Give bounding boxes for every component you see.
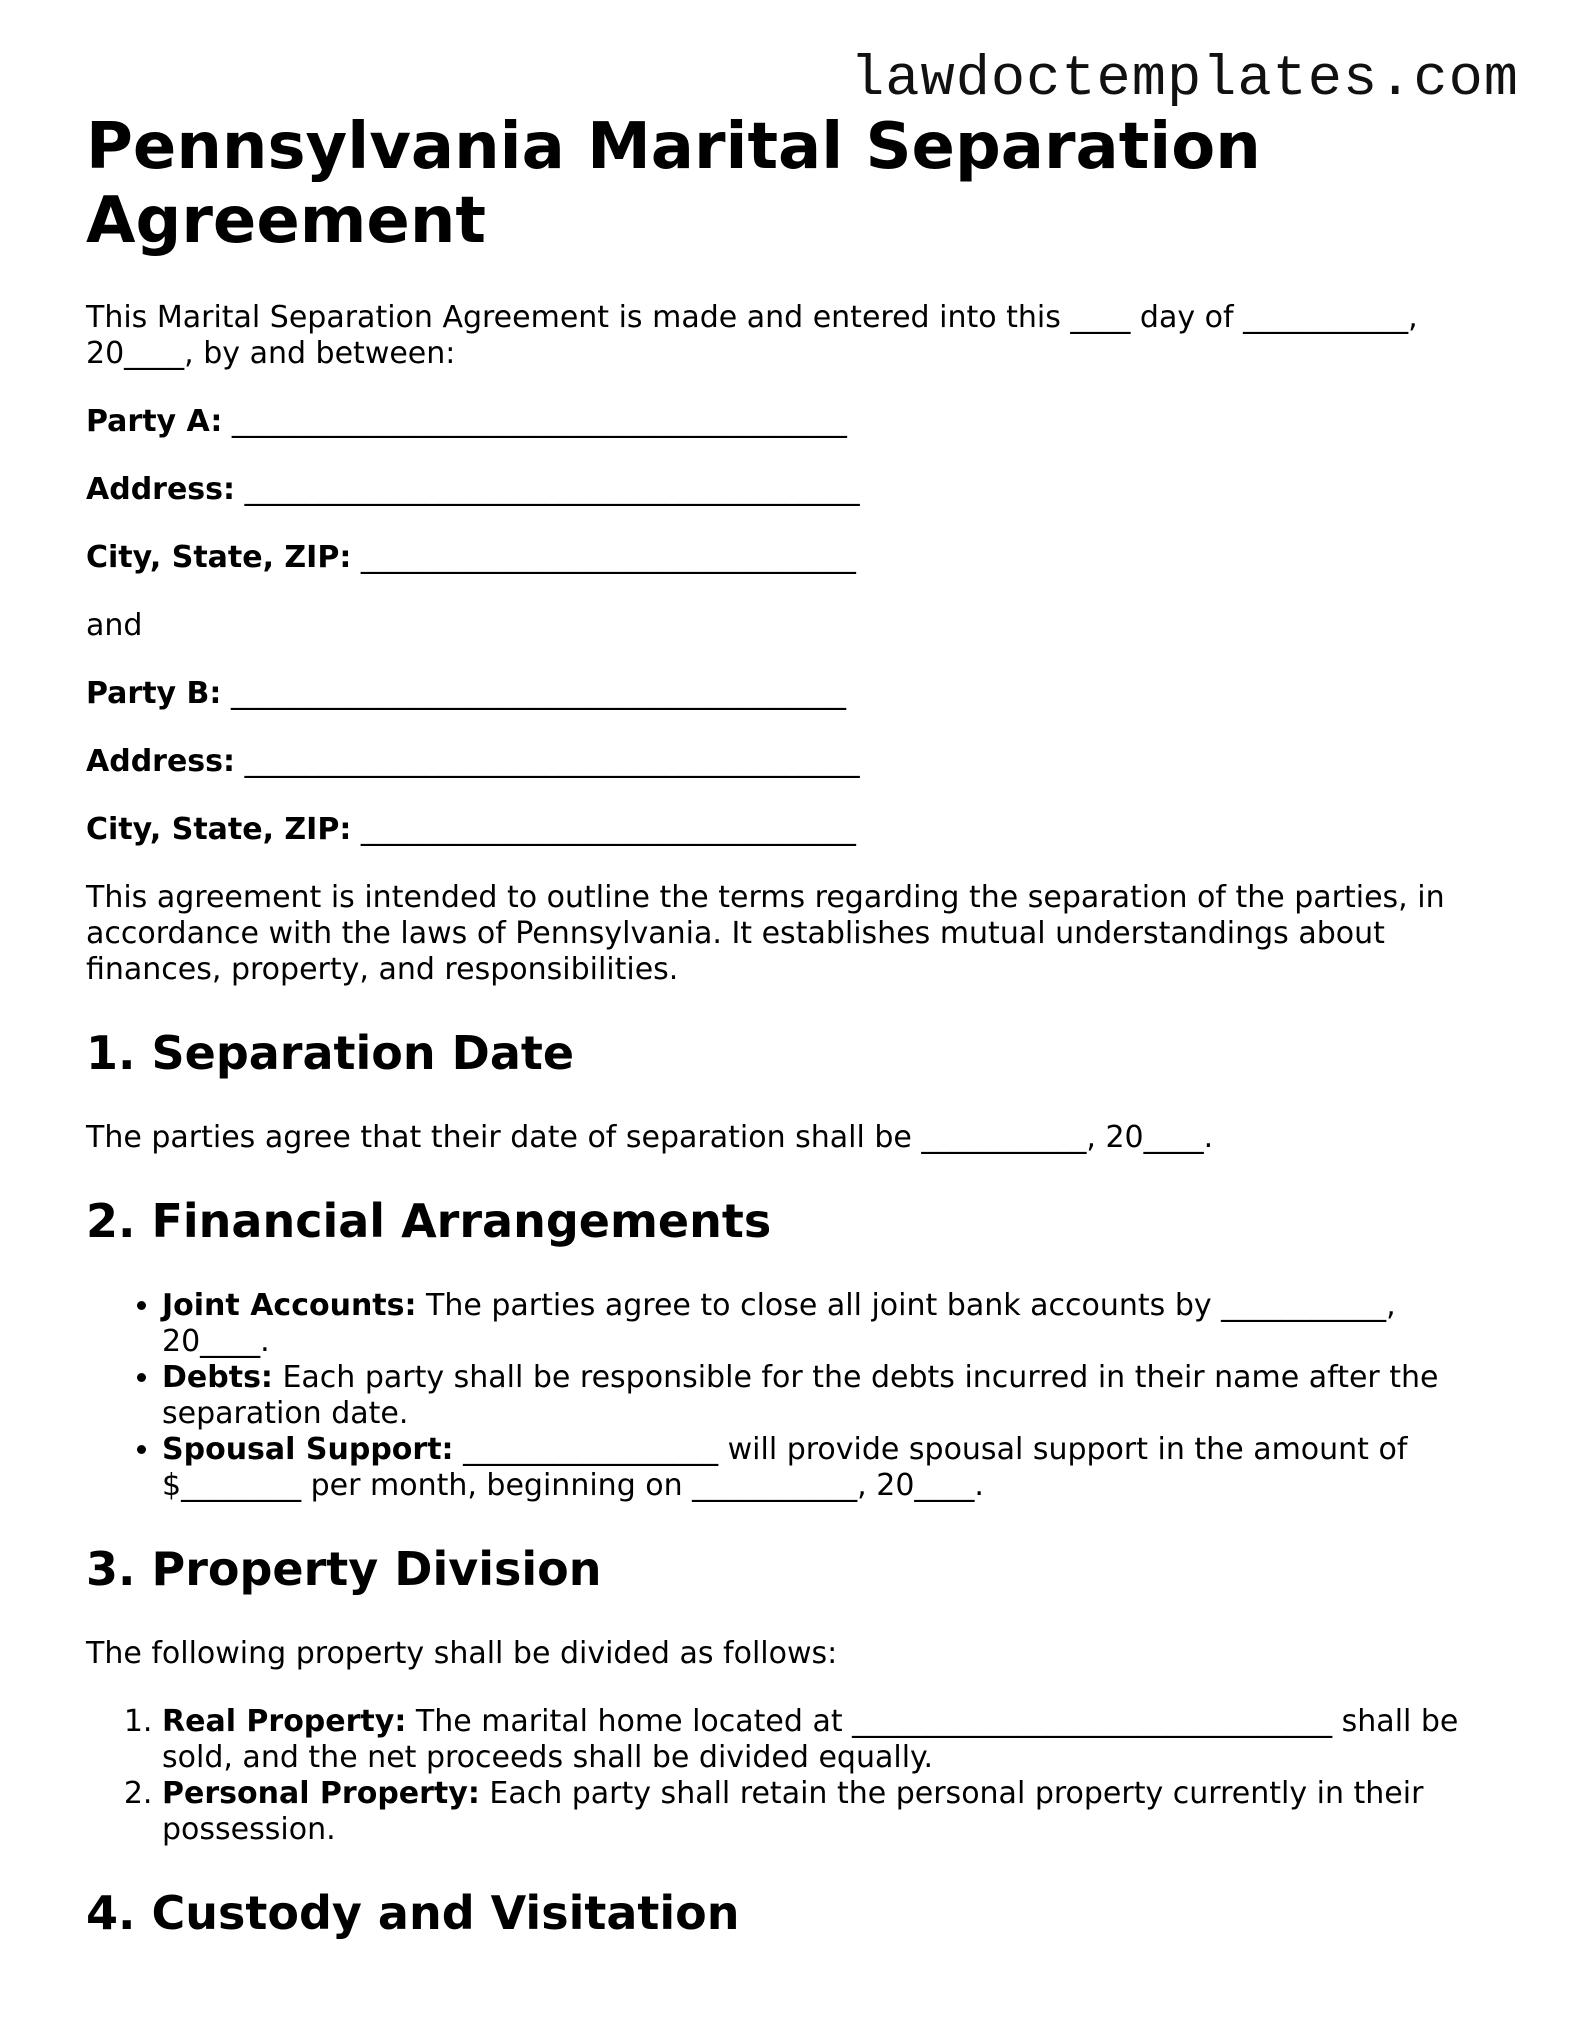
section-heading-property-division: 3. Property Division <box>86 1542 602 1596</box>
blank-line: _________________________________________ <box>244 472 860 507</box>
item-label: Joint Accounts: <box>162 1288 417 1323</box>
party-b-address-field <box>86 744 1506 780</box>
field-label: Address: <box>86 744 236 779</box>
property-intro-text: The following property shall be divided as follows: <box>86 1636 838 1671</box>
item-label: Personal Property: <box>162 1776 480 1811</box>
section-heading-custody: 4. Custody and Visitation <box>86 1886 740 1940</box>
list-item <box>162 1776 1506 1848</box>
list-item <box>162 1432 1506 1504</box>
party-b-city-field <box>86 812 1506 848</box>
item-text: Each party shall retain the personal property currently in their possession. <box>162 1776 1424 1847</box>
field-label: Party A: <box>86 404 223 439</box>
blank-line: _________________________________________ <box>231 404 847 439</box>
document-body <box>86 110 1506 1980</box>
list-item <box>162 1360 1506 1432</box>
item-text: _________________ will provide spousal support in the amount of $________ per month, beginning on ___________, 20____. <box>162 1432 1408 1503</box>
property-list <box>86 1704 1506 1848</box>
party-a-name-field <box>86 404 1506 440</box>
site-watermark: lawdoctemplates.com <box>850 48 1519 112</box>
item-label: Debts: <box>162 1360 273 1395</box>
party-a-address-field <box>86 472 1506 508</box>
party-b-name-field <box>86 676 1506 712</box>
blank-line: _________________________________________ <box>244 744 860 779</box>
item-text: The marital home located at ________________________________ shall be sold, and the net proceeds shall be divided equally. <box>162 1704 1459 1775</box>
list-item <box>162 1704 1506 1776</box>
blank-line: _________________________________________ <box>230 676 846 711</box>
separation-date-text: The parties agree that their date of separation shall be ___________, 20____. <box>86 1120 1214 1155</box>
item-label: Real Property: <box>162 1704 407 1739</box>
section-heading-financial-arrangements: 2. Financial Arrangements <box>86 1194 772 1248</box>
financial-list <box>86 1288 1506 1504</box>
purpose-paragraph: This agreement is intended to outline the terms regarding the separation of the parties, in accordance with the laws of Pennsylvania. It establishes mutual understandings about finances, property, and responsibilities. <box>86 880 1445 987</box>
document-title: Pennsylvania Marital Separation Agreement <box>86 110 1261 258</box>
item-text: The parties agree to close all joint bank accounts by ___________, 20____. <box>162 1288 1396 1359</box>
blank-line: _________________________________ <box>360 812 856 847</box>
field-label: City, State, ZIP: <box>86 540 352 575</box>
item-text: Each party shall be responsible for the debts incurred in their name after the separation date. <box>162 1360 1439 1431</box>
section-heading-separation-date: 1. Separation Date <box>86 1026 575 1080</box>
party-a-city-field <box>86 540 1506 576</box>
item-label: Spousal Support: <box>162 1432 454 1467</box>
field-label: Address: <box>86 472 236 507</box>
and-text: and <box>86 608 143 643</box>
field-label: Party B: <box>86 676 222 711</box>
intro-paragraph: This Marital Separation Agreement is made and entered into this ____ day of ___________, 20____, by and between: <box>86 300 1418 371</box>
list-item <box>162 1288 1506 1360</box>
blank-line: _________________________________ <box>360 540 856 575</box>
field-label: City, State, ZIP: <box>86 812 352 847</box>
